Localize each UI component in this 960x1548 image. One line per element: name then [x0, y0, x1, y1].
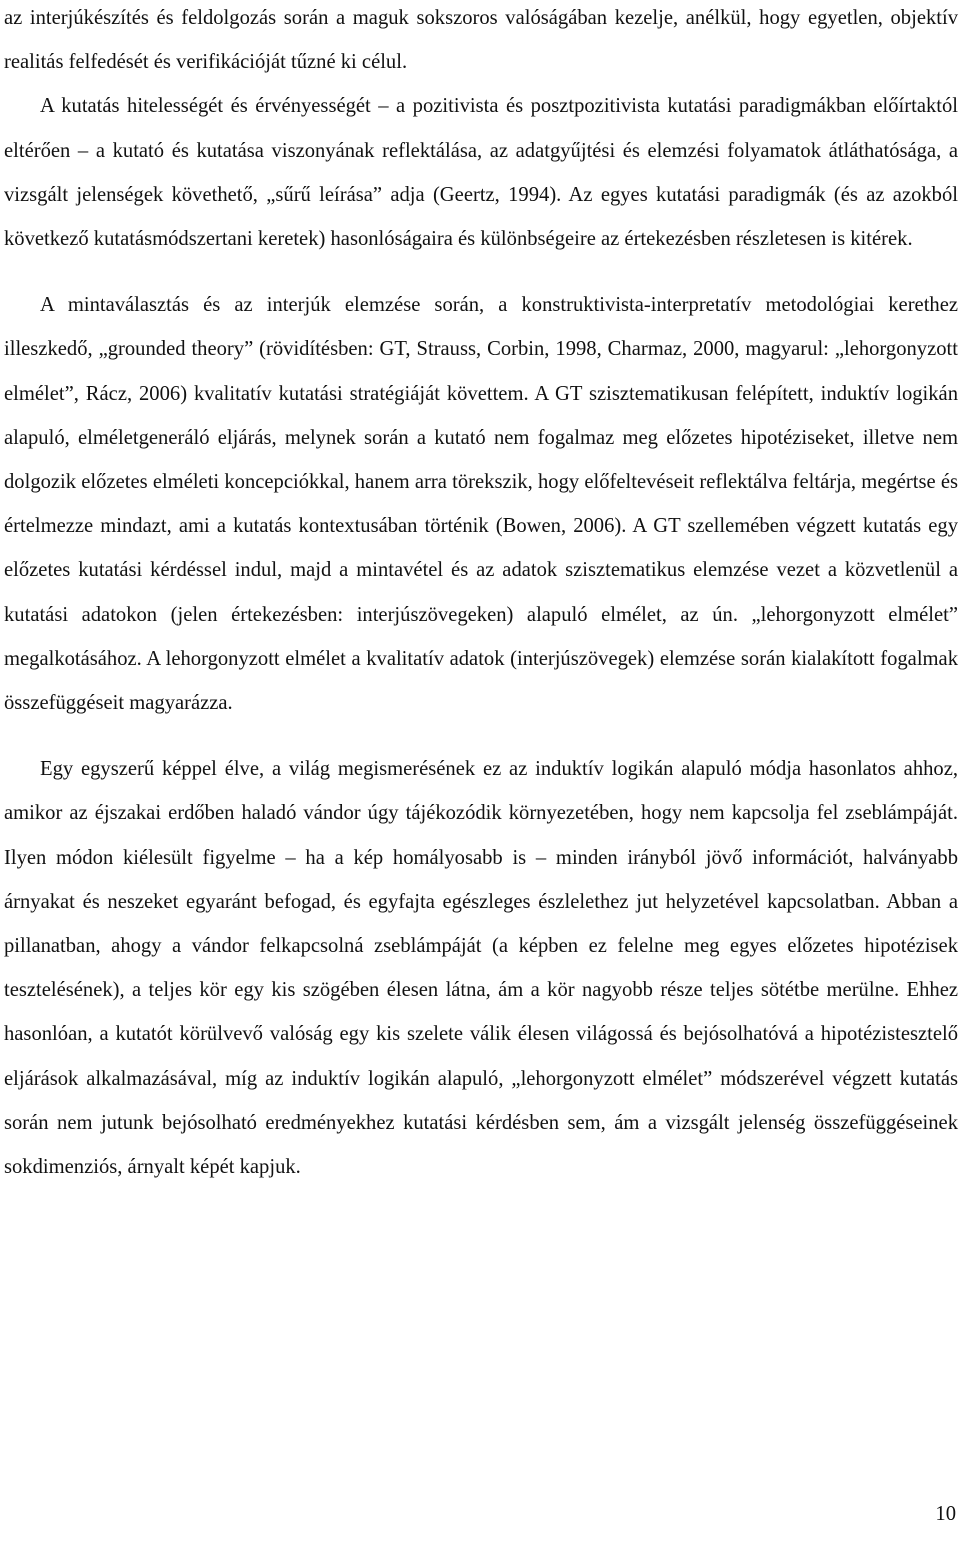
paragraph-grounded-theory: A mintaválasztás és az interjúk elemzése során, a konstruktivista-interpretatív metodológiai kerethez illeszkedő, „grounded theory” (rövidítésben: GT, Strauss, Corbin, 1998, Charmaz, 2000, magyarul: „lehorgonyzott elmélet”, Rácz, 2006) kvalitatív kutatási stratégiáját követtem. A GT szisztematikusan felépített, induktív logikán alapuló, elméletgeneráló eljárás, melynek során a kutató nem fogalmaz meg előzetes hipotéziseket, illetve nem dolgozik előzetes elméleti koncepciókkal, hanem arra törekszik, hogy előfeltevéseit reflektálva feltárja, megértse és értelmezze mindazt, ami a kutatás kontextusában történik (Bowen, 2006). A GT szellemében végzett kutatás egy előzetes kutatási kérdéssel indul, majd a mintavétel és az adatok szisztematikus elemzése vezet a közvetlenül a kutatási adatokon (jelen értekezésben: interjúszövegeken) alapuló elmélet, az ún. „lehorgonyzott elmélet” megalkotásához. A lehorgonyzott elmélet a kvalitatív adatok (interjúszövegek) elemzése során kialakított fogalmak összefüggéseit magyarázza.	[4, 294, 958, 715]
paragraph-wanderer-analogy: Egy egyszerű képpel élve, a világ megismerésének ez az induktív logikán alapuló módja hasonlatos ahhoz, amikor az éjszakai erdőben haladó vándor úgy tájékozódik környezetében, hogy nem kapcsolja fel zseblámpáját. Ilyen módon kiélesült figyelme – ha a kép homályosabb is – minden irányból jövő információt, halványabb árnyakat és neszeket egyaránt befogad, és egyfajta egészleges észlelethez jut helyzetével kapcsolatban. Abban a pillanatban, ahogy a vándor felkapcsolná zseblámpáját (a képben ez felelne meg egyes előzetes hipotézisek tesztelésének), a teljes kör egy kis szögében élesen látna, ám a kör nagyobb része teljes sötétbe merülne. Ehhez hasonlóan, a kutatót körülvevő valóság egy kis szelete válik élesen világossá és bejósolhatóvá a hipotézistesztelő eljárások alkalmazásával, míg az induktív logikán alapuló, „lehorgonyzott elmélet” módszerével végzett kutatás során nem jutunk bejósolható eredményekhez kutatási kérdésben sem, ám a vizsgált jelenség összefüggéseinek sokdimenziós, árnyalt képét kapjuk.	[4, 758, 958, 1179]
document-page	[4, 0, 958, 1189]
paragraph-continuation: az interjúkészítés és feldolgozás során a maguk sokszoros valóságában kezelje, anélkül, hogy egyetlen, objektív realitás felfedését és verifikációját tűzné ki célul.	[4, 7, 958, 74]
paragraph-research-validity: A kutatás hitelességét és érvényességét – a pozitivista és posztpozitivista kutatási paradigmákban előírtaktól eltérően – a kutató és kutatása viszonyának reflektálása, az adatgyűjtési és elemzési folyamatok átláthatósága, a vizsgált jelenségek követhető, „sűrű leírása” adja (Geertz, 1994). Az egyes kutatási paradigmák (és az azokból következő kutatásmódszertani keretek) hasonlóságaira és különbségeire az értekezésben részletesen is kitérek.	[4, 95, 958, 251]
page-number: 10	[935, 1503, 956, 1525]
